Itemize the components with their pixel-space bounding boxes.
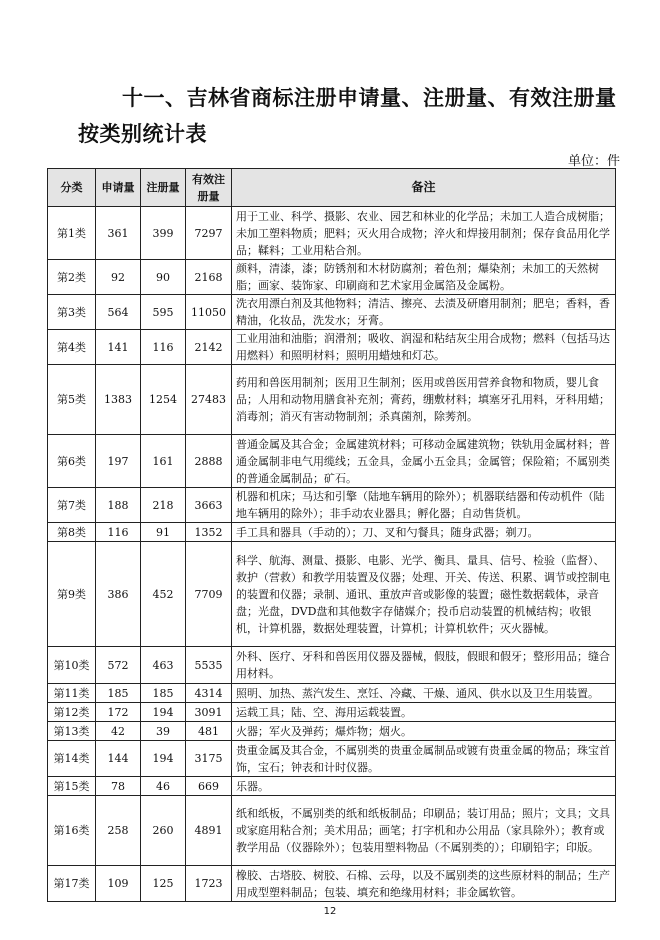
valid-registrations-cell: 7297 — [186, 207, 232, 260]
note-cell: 科学、航海、测量、摄影、电影、光学、衡具、量具、信号、检验（监督）、救护（营救）和教学用装置及仪器；处理、开关、传送、积累、调节或控制电的装置和仪器；录制、通讯、重放声音或影像的装置；磁性数据载体，录音盘；光盘，DVD盘和其他数字存储媒介；投币启动装置的机械结构；收银机，计算机器，数据处理装置，计算机；计算机软件；灭火器械。 — [232, 542, 616, 647]
registrations-cell: 1254 — [141, 365, 186, 435]
category-cell: 第6类 — [48, 435, 96, 488]
applications-cell: 386 — [96, 542, 141, 647]
valid-registrations-cell: 3091 — [186, 703, 232, 722]
table-row — [48, 260, 616, 295]
statistics-table — [47, 168, 616, 902]
header-valid-registrations: 有效注册量 — [186, 169, 232, 207]
table-row — [48, 330, 616, 365]
registrations-cell: 91 — [141, 523, 186, 542]
registrations-cell: 116 — [141, 330, 186, 365]
registrations-cell: 185 — [141, 684, 186, 703]
registrations-cell: 90 — [141, 260, 186, 295]
category-cell: 第9类 — [48, 542, 96, 647]
table-row — [48, 741, 616, 777]
table-row — [48, 722, 616, 741]
table-row — [48, 796, 616, 866]
valid-registrations-cell: 5535 — [186, 647, 232, 684]
category-cell: 第8类 — [48, 523, 96, 542]
registrations-cell: 194 — [141, 741, 186, 777]
note-cell: 橡胶、古塔胶、树胶、石棉、云母，以及不属别类的这些原材料的制品；生产用成型塑料制品；包装、填充和绝缘用材料；非金属软管。 — [232, 866, 616, 902]
note-cell: 贵重金属及其合金，不属别类的贵重金属制品或镀有贵重金属的物品；珠宝首饰，宝石；钟表和计时仪器。 — [232, 741, 616, 777]
registrations-cell: 125 — [141, 866, 186, 902]
note-cell: 颜料，清漆，漆；防锈剂和木材防腐剂；着色剂；爆染剂；未加工的天然树脂；画家、装饰家、印刷商和艺术家用金属箔及金属粉。 — [232, 260, 616, 295]
registrations-cell: 463 — [141, 647, 186, 684]
category-cell: 第17类 — [48, 866, 96, 902]
valid-registrations-cell: 27483 — [186, 365, 232, 435]
applications-cell: 188 — [96, 488, 141, 523]
header-category: 分类 — [48, 169, 96, 207]
valid-registrations-cell: 2142 — [186, 330, 232, 365]
note-cell: 机器和机床；马达和引擎（陆地车辆用的除外）；机器联结器和传动机件（陆地车辆用的除外）；非手动农业器具；孵化器；自动售货机。 — [232, 488, 616, 523]
note-cell: 普通金属及其合金；金属建筑材料；可移动金属建筑物；铁轨用金属材料；普通金属制非电气用缆线；五金具，金属小五金具；金属管；保险箱；不属别类的普通金属制品；矿石。 — [232, 435, 616, 488]
header-applications: 申请量 — [96, 169, 141, 207]
category-cell: 第12类 — [48, 703, 96, 722]
registrations-cell: 260 — [141, 796, 186, 866]
note-cell: 外科、医疗、牙科和兽医用仪器及器械，假肢，假眼和假牙；整形用品；缝合用材料。 — [232, 647, 616, 684]
note-cell: 药用和兽医用制剂；医用卫生制剂；医用或兽医用营养食物和物质，婴儿食品；人用和动物用膳食补充剂；膏药，绷敷材料；填塞牙孔用料，牙科用蜡；消毒剂；消灭有害动物制剂；杀真菌剂，除莠剂。 — [232, 365, 616, 435]
applications-cell: 564 — [96, 295, 141, 330]
category-cell: 第16类 — [48, 796, 96, 866]
applications-cell: 116 — [96, 523, 141, 542]
category-cell: 第1类 — [48, 207, 96, 260]
category-cell: 第14类 — [48, 741, 96, 777]
category-cell: 第7类 — [48, 488, 96, 523]
table-row — [48, 295, 616, 330]
valid-registrations-cell: 7709 — [186, 542, 232, 647]
table-row — [48, 365, 616, 435]
note-cell: 洗衣用漂白剂及其他物料；清洁、擦亮、去渍及研磨用制剂；肥皂；香料，香精油，化妆品，洗发水；牙膏。 — [232, 295, 616, 330]
page-title: 十一、吉林省商标注册申请量、注册量、有效注册量按类别统计表 — [78, 86, 617, 146]
note-cell: 纸和纸板，不属别类的纸和纸板制品；印刷品；装订用品；照片；文具；文具或家庭用粘合剂；美术用品；画笔；打字机和办公用品（家具除外）；教育或教学用品（仪器除外）；包装用塑料物品（不属别类的）；印刷铅字；印版。 — [232, 796, 616, 866]
table-row — [48, 542, 616, 647]
valid-registrations-cell: 2888 — [186, 435, 232, 488]
note-cell: 工业用油和油脂；润滑剂；吸收、润湿和粘结灰尘用合成物；燃料（包括马达用燃料）和照明材料；照明用蜡烛和灯芯。 — [232, 330, 616, 365]
table-body — [48, 207, 616, 902]
applications-cell: 92 — [96, 260, 141, 295]
table-row — [48, 703, 616, 722]
applications-cell: 185 — [96, 684, 141, 703]
table-row — [48, 435, 616, 488]
registrations-cell: 218 — [141, 488, 186, 523]
note-cell: 照明、加热、蒸汽发生、烹饪、冷藏、干燥、通风、供水以及卫生用装置。 — [232, 684, 616, 703]
applications-cell: 197 — [96, 435, 141, 488]
applications-cell: 78 — [96, 777, 141, 796]
table-row — [48, 777, 616, 796]
registrations-cell: 161 — [141, 435, 186, 488]
valid-registrations-cell: 2168 — [186, 260, 232, 295]
applications-cell: 109 — [96, 866, 141, 902]
applications-cell: 42 — [96, 722, 141, 741]
note-cell: 乐器。 — [232, 777, 616, 796]
registrations-cell: 194 — [141, 703, 186, 722]
table-row — [48, 684, 616, 703]
table-row — [48, 207, 616, 260]
registrations-cell: 39 — [141, 722, 186, 741]
valid-registrations-cell: 481 — [186, 722, 232, 741]
table-row — [48, 523, 616, 542]
valid-registrations-cell: 3663 — [186, 488, 232, 523]
valid-registrations-cell: 4314 — [186, 684, 232, 703]
applications-cell: 144 — [96, 741, 141, 777]
registrations-cell: 452 — [141, 542, 186, 647]
applications-cell: 258 — [96, 796, 141, 866]
category-cell: 第15类 — [48, 777, 96, 796]
registrations-cell: 399 — [141, 207, 186, 260]
table-header-row — [48, 169, 616, 207]
valid-registrations-cell: 11050 — [186, 295, 232, 330]
note-cell: 运载工具；陆、空、海用运载装置。 — [232, 703, 616, 722]
table-row — [48, 647, 616, 684]
category-cell: 第10类 — [48, 647, 96, 684]
applications-cell: 572 — [96, 647, 141, 684]
table-row — [48, 866, 616, 902]
registrations-cell: 46 — [141, 777, 186, 796]
header-note: 备注 — [232, 169, 616, 207]
category-cell: 第3类 — [48, 295, 96, 330]
valid-registrations-cell: 4891 — [186, 796, 232, 866]
note-cell: 用于工业、科学、摄影、农业、园艺和林业的化学品；未加工人造合成树脂；未加工塑料物质；肥料；灭火用合成物；淬火和焊接用制剂；保存食品用化学品；鞣料；工业用粘合剂。 — [232, 207, 616, 260]
note-cell: 手工具和器具（手动的）；刀、叉和勺餐具；随身武器；剃刀。 — [232, 523, 616, 542]
valid-registrations-cell: 3175 — [186, 741, 232, 777]
registrations-cell: 595 — [141, 295, 186, 330]
category-cell: 第5类 — [48, 365, 96, 435]
table-row — [48, 488, 616, 523]
applications-cell: 361 — [96, 207, 141, 260]
applications-cell: 172 — [96, 703, 141, 722]
applications-cell: 141 — [96, 330, 141, 365]
category-cell: 第4类 — [48, 330, 96, 365]
valid-registrations-cell: 1352 — [186, 523, 232, 542]
applications-cell: 1383 — [96, 365, 141, 435]
valid-registrations-cell: 669 — [186, 777, 232, 796]
note-cell: 火器；军火及弹药；爆炸物；烟火。 — [232, 722, 616, 741]
category-cell: 第2类 — [48, 260, 96, 295]
valid-registrations-cell: 1723 — [186, 866, 232, 902]
header-registrations: 注册量 — [141, 169, 186, 207]
category-cell: 第13类 — [48, 722, 96, 741]
unit-label: 单位：件 — [567, 154, 620, 169]
category-cell: 第11类 — [48, 684, 96, 703]
page-number: 12 — [323, 906, 337, 917]
